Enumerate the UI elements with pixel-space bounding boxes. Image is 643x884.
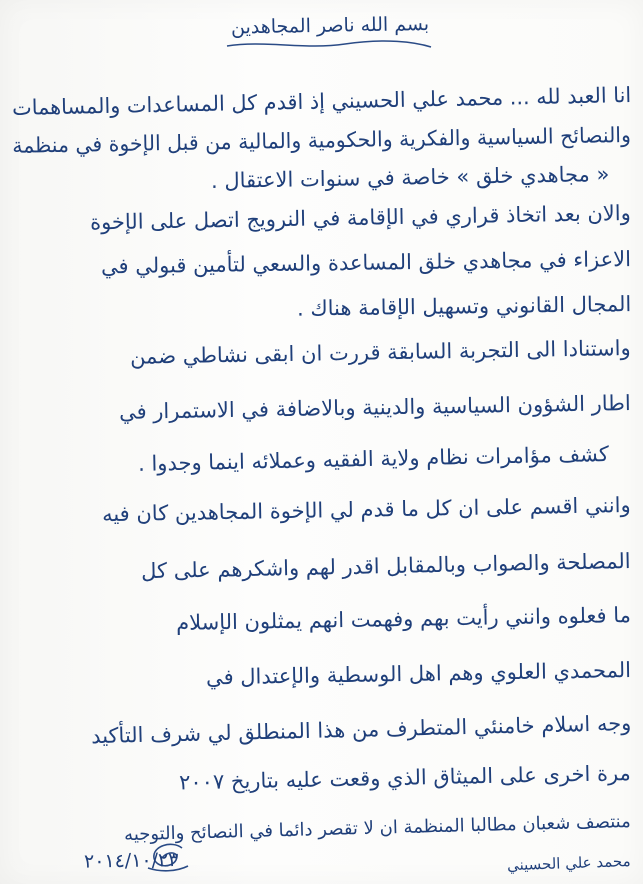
- letter-line-2: والنصائح السياسية والفكرية والحكومية والمالية من قبل الإخوة في منظمة: [12, 123, 632, 158]
- title-underline-flourish: [225, 38, 435, 52]
- letter-line-16: منتصف شعبان مطالبا المنظمة ان لا تقصر دائما في النصائح والتوجيه: [124, 811, 632, 846]
- letter-date: ٢٠١٤/١٠/٢٣: [83, 849, 179, 873]
- letter-line-7: واستنادا الى التجربة السابقة قررت ان ابقى نشاطي ضمن: [130, 336, 632, 369]
- letter-line-5: الاعزاء في مجاهدي خلق المساعدة والسعي لتأمين قبولي في: [100, 247, 632, 279]
- letter-line-3: « مجاهدي خلق » خاصة في سنوات الاعتقال .: [210, 162, 610, 193]
- letter-title: بسم الله ناصر المجاهدين: [230, 13, 430, 39]
- signature-name: محمد علي الحسيني: [507, 852, 632, 875]
- letter-line-8: اطار الشؤون السياسية والدينية وبالاضافة في الاستمرار في: [119, 391, 632, 424]
- letter-line-6: المجال القانوني وتسهيل الإقامة هناك .: [296, 292, 632, 321]
- letter-line-4: والان بعد اتخاذ قراري في الإقامة في النرويج اتصل على الإخوة: [90, 201, 632, 235]
- letter-line-12: ما فعلوه وانني رأيت بهم وفهمت انهم يمثلون الإسلام: [175, 603, 632, 635]
- letter-line-13: المحمدي العلوي وهم اهل الوسطية والإعتدال في: [205, 658, 632, 690]
- letter-line-1: انا العبد لله ... محمد علي الحسيني إذ اقدم كل المساعدات والمساهمات: [11, 83, 632, 120]
- letter-line-15: مرة اخرى على الميثاق الذي وقعت عليه بتاريخ ٢٠٠٧: [179, 761, 632, 795]
- letter-line-9: كشف مؤامرات نظام ولاية الفقيه وعملائه اينما وجدوا .: [138, 442, 610, 476]
- letter-line-14: وجه اسلام خامنئي المتطرف من هذا المنطلق لي شرف التأكيد: [90, 711, 632, 749]
- letter-line-10: وانني اقسم على ان كل ما قدم لي الإخوة المجاهدين كان فيه: [102, 493, 632, 527]
- letter-line-11: المصلحة والصواب وبالمقابل اقدر لهم واشكرهم على كل: [141, 549, 632, 584]
